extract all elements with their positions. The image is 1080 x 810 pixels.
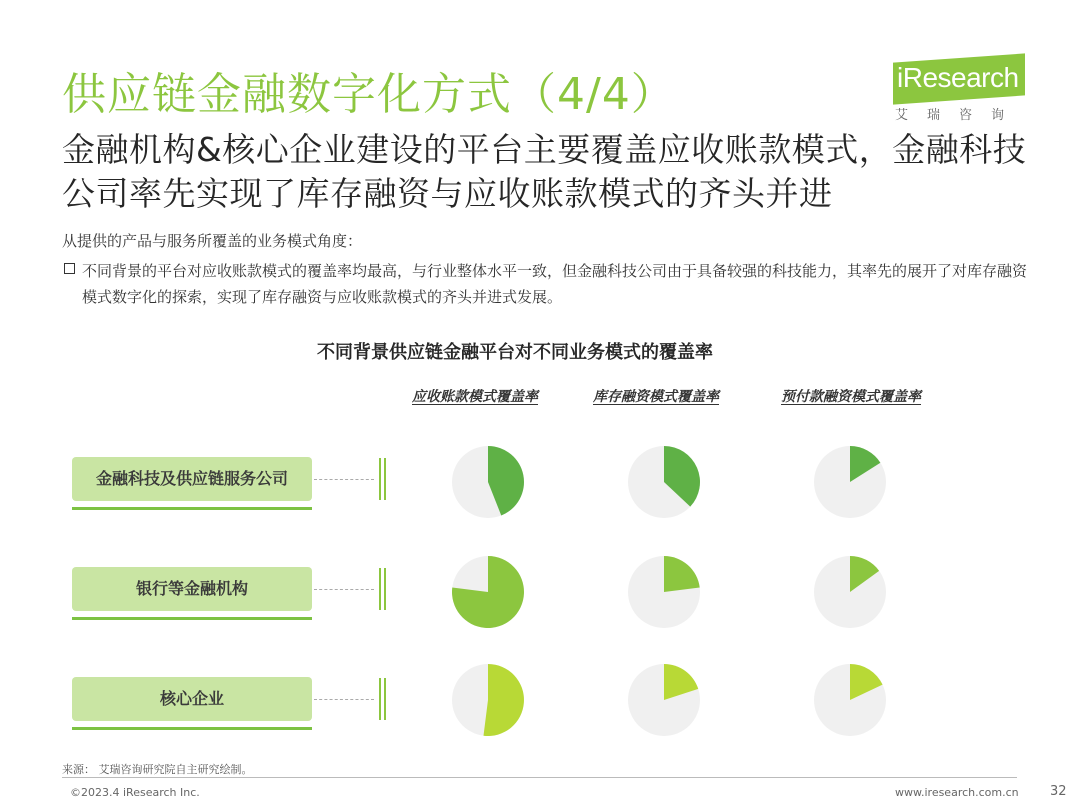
pie-chart: [813, 663, 887, 737]
source-note: 来源： 艾瑞咨询研究院自主研究绘制。: [62, 763, 253, 776]
pie-chart: [627, 445, 701, 519]
row-connector-fintech: [314, 479, 374, 480]
row-divider-core-enterprise: [384, 678, 386, 720]
pie-chart: [451, 445, 525, 519]
page-title: 供应链金融数字化方式（4/4）: [62, 69, 676, 120]
column-header-receivables: 应收账款模式覆盖率: [412, 389, 538, 405]
row-label-banks: 银行等金融机构: [72, 567, 312, 611]
square-bullet-icon: [64, 263, 75, 274]
column-header-inventory: 库存融资模式覆盖率: [593, 389, 719, 405]
chart-title: 不同背景供应链金融平台对不同业务模式的覆盖率: [317, 342, 713, 363]
pie-chart: [813, 445, 887, 519]
pie-slice: [664, 556, 700, 592]
row-divider-fintech: [379, 458, 381, 500]
bullet-text: 不同背景的平台对应收账款模式的覆盖率均最高，与行业整体水平一致，但金融科技公司由于具备较强的科技能力，其率先的展开了对库存融资模式数字化的探索，实现了库存融资与应收账款模式的齐头并进式发展。: [82, 262, 1028, 306]
row-divider-fintech: [384, 458, 386, 500]
row-underline-fintech: [72, 507, 312, 510]
pie-chart: [813, 555, 887, 629]
footer-divider: [62, 777, 1017, 778]
website-url: www.iresearch.com.cn: [895, 786, 1019, 799]
row-divider-core-enterprise: [379, 678, 381, 720]
page-number: 32: [1050, 784, 1067, 799]
page-subtitle: 金融机构&核心企业建设的平台主要覆盖应收账款模式，金融科技公司率先实现了库存融资与应收账款模式的齐头并进: [62, 130, 1027, 213]
pie-chart: [451, 663, 525, 737]
column-header-prepayment: 预付款融资模式覆盖率: [781, 389, 921, 405]
pie-chart: [627, 663, 701, 737]
row-divider-banks: [379, 568, 381, 610]
bullet-point: [62, 258, 1037, 310]
logo-subtext: 艾瑞咨询: [895, 108, 1024, 123]
pie-chart: [627, 555, 701, 629]
iresearch-logo: [893, 58, 1028, 123]
row-label-fintech: 金融科技及供应链服务公司: [72, 457, 312, 501]
logo-text: iResearch: [897, 62, 1019, 93]
row-connector-banks: [314, 589, 374, 590]
pie-chart: [451, 555, 525, 629]
pie-slice: [483, 664, 523, 736]
row-underline-banks: [72, 617, 312, 620]
row-underline-core-enterprise: [72, 727, 312, 730]
row-connector-core-enterprise: [314, 699, 374, 700]
intro-text: 从提供的产品与服务所覆盖的业务模式角度：: [62, 232, 363, 250]
copyright: ©2023.4 iResearch Inc.: [70, 786, 200, 799]
row-label-core-enterprise: 核心企业: [72, 677, 312, 721]
row-divider-banks: [384, 568, 386, 610]
